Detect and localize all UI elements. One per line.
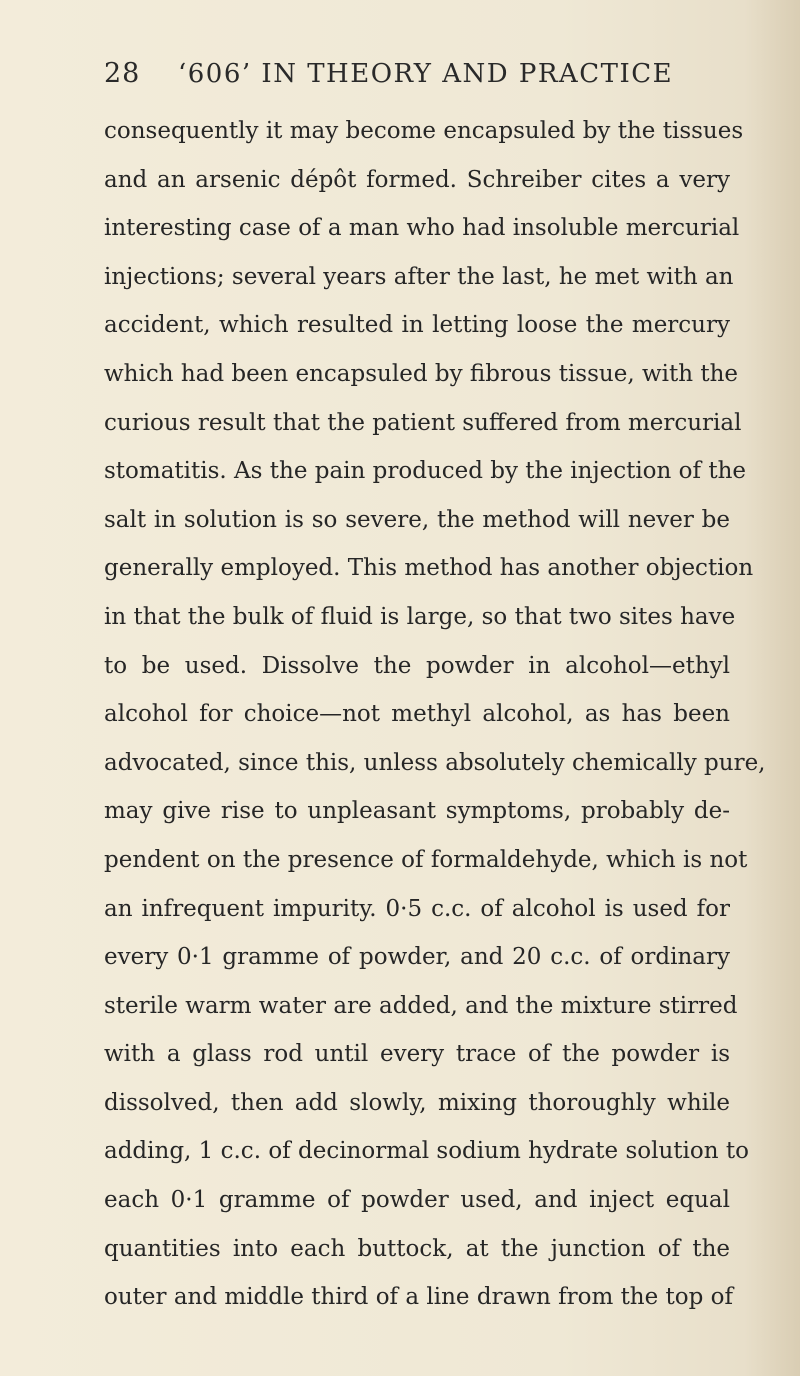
text-line: which had been encapsuled by fibrous tissue, with the bbox=[104, 360, 739, 387]
page-number: 28 bbox=[104, 58, 141, 89]
text-line: accident, which resulted in letting loose the mercury bbox=[104, 312, 730, 339]
text-line: sterile warm water are added, and the mixture stirred bbox=[104, 992, 738, 1019]
text-line: interesting case of a man who had insoluble mercurial bbox=[104, 215, 740, 242]
text-line: salt in solution is so severe, the method will never be bbox=[104, 506, 730, 533]
text-line: injections; several years after the last, he met with an bbox=[104, 263, 734, 290]
text-line: generally employed. This method has another objection bbox=[104, 555, 754, 582]
text-line: consequently it may become encapsuled by the tissues bbox=[104, 118, 744, 144]
text-line: stomatitis. As the pain produced by the injection of the bbox=[104, 458, 746, 485]
text-line: curious result that the patient suffered from mercurial bbox=[104, 409, 742, 436]
text-line: each 0·1 gramme of powder used, and inject equal bbox=[104, 1187, 730, 1214]
text-line: in that the bulk of fluid is large, so that two sites have bbox=[104, 603, 736, 630]
text-line: to be used. Dissolve the powder in alcohol—ethyl bbox=[104, 652, 730, 679]
text-line: pendent on the presence of formaldehyde, which is not bbox=[104, 846, 748, 873]
text-line: advocated, since this, unless absolutely chemically pure, bbox=[104, 749, 766, 776]
text-line: every 0·1 gramme of powder, and 20 c.c. of ordinary bbox=[104, 944, 730, 971]
text-line: an infrequent impurity. 0·5 c.c. of alcohol is used for bbox=[104, 895, 730, 922]
text-line: and an arsenic dépôt formed. Schreiber cites a very bbox=[104, 166, 730, 193]
body-text bbox=[104, 107, 766, 1322]
text-line: with a glass rod until every trace of the powder is bbox=[104, 1041, 730, 1068]
text-line: may give rise to unpleasant symptoms, probably de- bbox=[104, 798, 730, 825]
text-line: quantities into each buttock, at the junction of the bbox=[104, 1235, 730, 1262]
text-line: adding, 1 c.c. of decinormal sodium hydrate solution to bbox=[104, 1138, 749, 1165]
text-line: alcohol for choice—not methyl alcohol, as has been bbox=[104, 701, 730, 728]
text-line: outer and middle third of a line drawn from the top of bbox=[104, 1284, 734, 1311]
page-header bbox=[104, 58, 673, 94]
running-head: ‘606’ IN THEORY AND PRACTICE bbox=[178, 59, 674, 89]
text-line: dissolved, then add slowly, mixing thoroughly while bbox=[104, 1089, 730, 1116]
